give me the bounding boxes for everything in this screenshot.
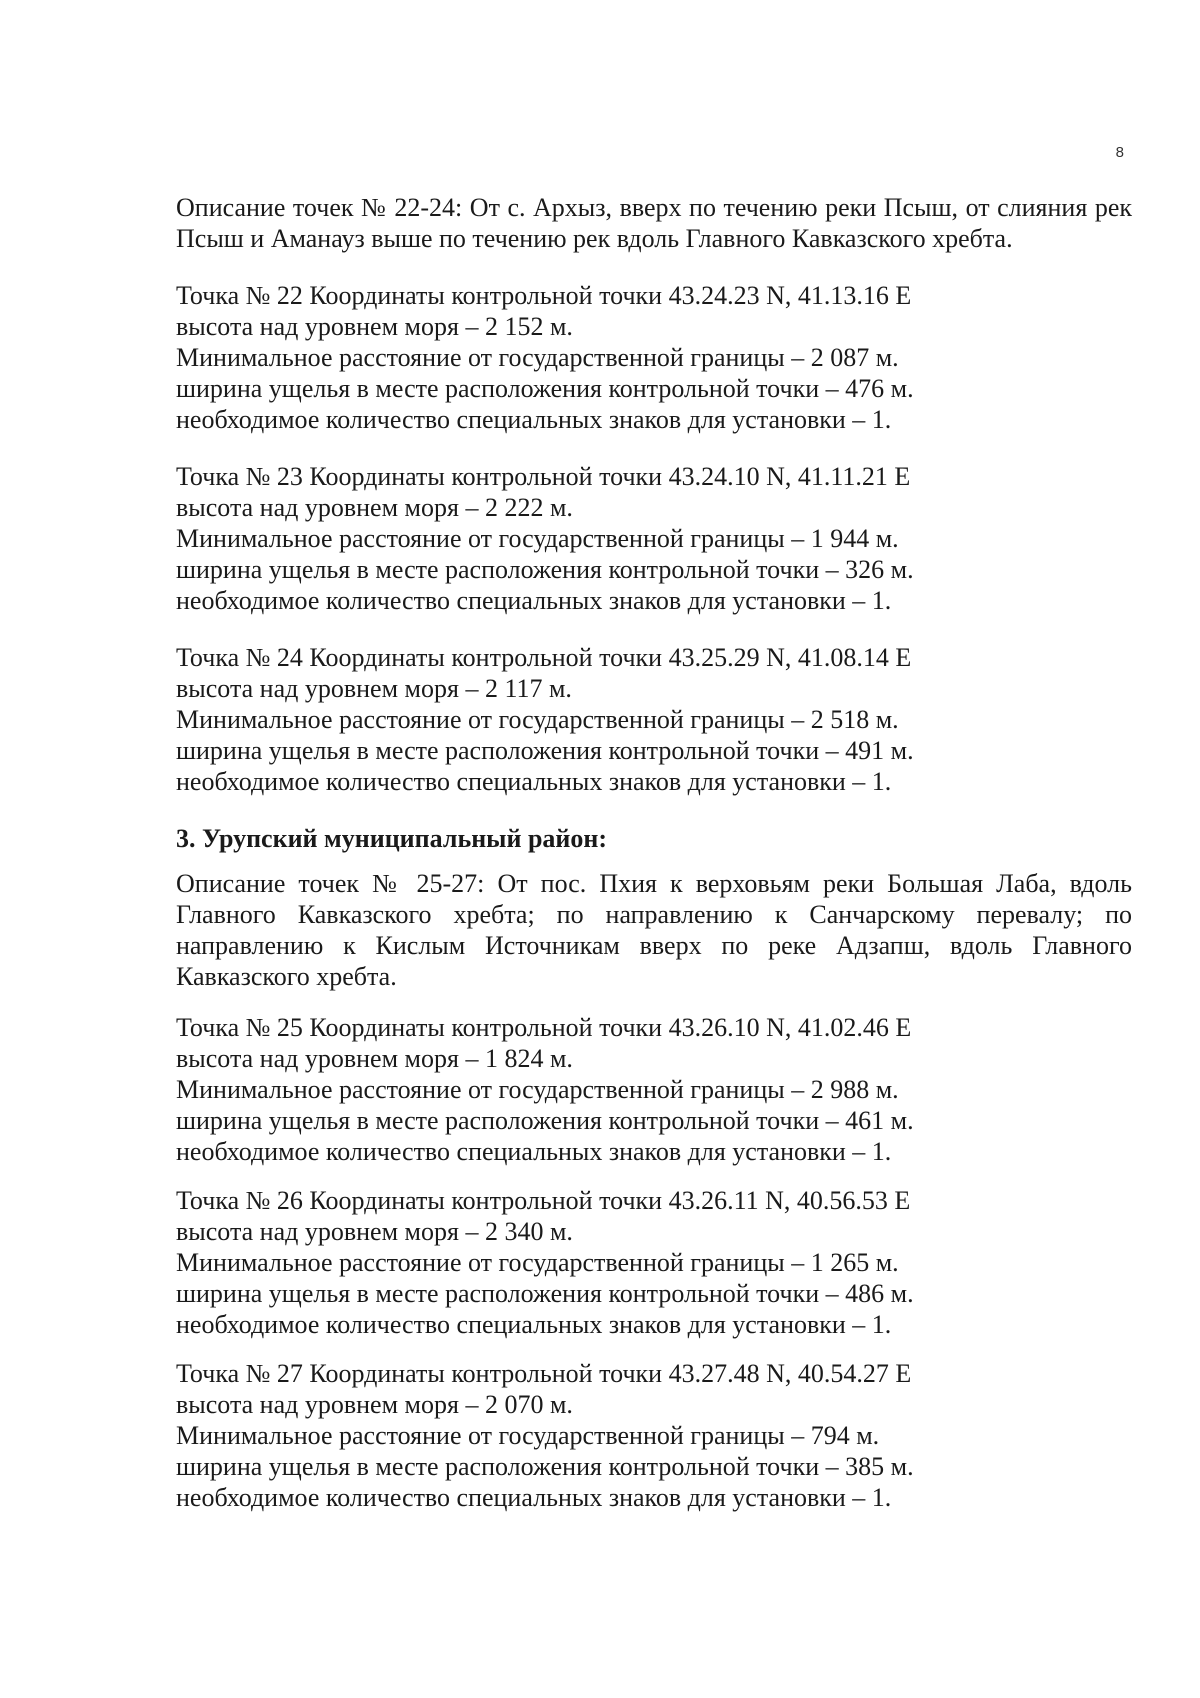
point-signs: необходимое количество специальных знаков для установки – 1. — [176, 1310, 892, 1339]
point-gorge-width: ширина ущелья в месте расположения контрольной точки – 326 м. — [176, 555, 914, 584]
points-25-27-list — [176, 1012, 1132, 1513]
point-min-distance: Минимальное расстояние от государственной границы – 1 944 м. — [176, 524, 899, 553]
point-min-distance: Минимальное расстояние от государственной границы – 2 087 м. — [176, 343, 899, 372]
point-gorge-width: ширина ущелья в месте расположения контрольной точки – 476 м. — [176, 374, 914, 403]
point-min-distance: Минимальное расстояние от государственной границы – 1 265 м. — [176, 1248, 899, 1277]
point-altitude: высота над уровнем моря – 2 117 м. — [176, 674, 572, 703]
point-gorge-width: ширина ущелья в месте расположения контрольной точки – 486 м. — [176, 1279, 914, 1308]
point-gorge-width: ширина ущелья в месте расположения контрольной точки – 491 м. — [176, 736, 914, 765]
point-altitude: высота над уровнем моря – 2 152 м. — [176, 312, 573, 341]
point-header: Точка № 26 Координаты контрольной точки 43.26.11 N, 40.56.53 E — [176, 1186, 911, 1215]
point-header: Точка № 23 Координаты контрольной точки 43.24.10 N, 41.11.21 E — [176, 462, 911, 491]
point-signs: необходимое количество специальных знаков для установки – 1. — [176, 586, 892, 615]
section-3-heading: 3. Урупский муниципальный район: — [176, 824, 608, 853]
points-22-24-list — [176, 280, 1132, 797]
point-signs: необходимое количество специальных знаков для установки – 1. — [176, 1483, 892, 1512]
point-23 — [176, 461, 1132, 616]
point-25 — [176, 1012, 1132, 1167]
point-gorge-width: ширина ущелья в месте расположения контрольной точки – 385 м. — [176, 1452, 914, 1481]
points-22-24-description: Описание точек № 22-24: От с. Архыз, вверх по течению реки Псыш, от слияния рек Псыш и Аманауз выше по течению рек вдоль Главного Кавказского хребта. — [176, 193, 1132, 253]
point-signs: необходимое количество специальных знаков для установки – 1. — [176, 1137, 892, 1166]
point-header: Точка № 25 Координаты контрольной точки 43.26.10 N, 41.02.46 E — [176, 1013, 912, 1042]
point-altitude: высота над уровнем моря – 2 222 м. — [176, 493, 573, 522]
point-header: Точка № 22 Координаты контрольной точки 43.24.23 N, 41.13.16 E — [176, 281, 912, 310]
point-min-distance: Минимальное расстояние от государственной границы – 2 518 м. — [176, 705, 899, 734]
point-22 — [176, 280, 1132, 435]
point-signs: необходимое количество специальных знаков для установки – 1. — [176, 405, 892, 434]
point-24 — [176, 642, 1132, 797]
point-gorge-width: ширина ущелья в месте расположения контрольной точки – 461 м. — [176, 1106, 914, 1135]
point-min-distance: Минимальное расстояние от государственной границы – 2 988 м. — [176, 1075, 899, 1104]
point-signs: необходимое количество специальных знаков для установки – 1. — [176, 767, 892, 796]
point-26 — [176, 1185, 1132, 1340]
points-25-27-description: Описание точек № 25-27: От пос. Пхия к верховьям реки Большая Лаба, вдоль Главного Кавказского хребта; по направлению к Санчарскому перевалу; по направлению к Кислым Источникам вверх по реке Адзапш, вдоль Главного Кавказского хребта. — [176, 869, 1132, 991]
point-min-distance: Минимальное расстояние от государственной границы – 794 м. — [176, 1421, 880, 1450]
page-number: 8 — [1115, 144, 1124, 161]
point-27 — [176, 1358, 1132, 1513]
point-header: Точка № 27 Координаты контрольной точки 43.27.48 N, 40.54.27 E — [176, 1359, 912, 1388]
point-altitude: высота над уровнем моря – 2 070 м. — [176, 1390, 573, 1419]
document-body — [176, 192, 1132, 1531]
point-altitude: высота над уровнем моря – 2 340 м. — [176, 1217, 573, 1246]
point-header: Точка № 24 Координаты контрольной точки 43.25.29 N, 41.08.14 E — [176, 643, 912, 672]
point-altitude: высота над уровнем моря – 1 824 м. — [176, 1044, 573, 1073]
